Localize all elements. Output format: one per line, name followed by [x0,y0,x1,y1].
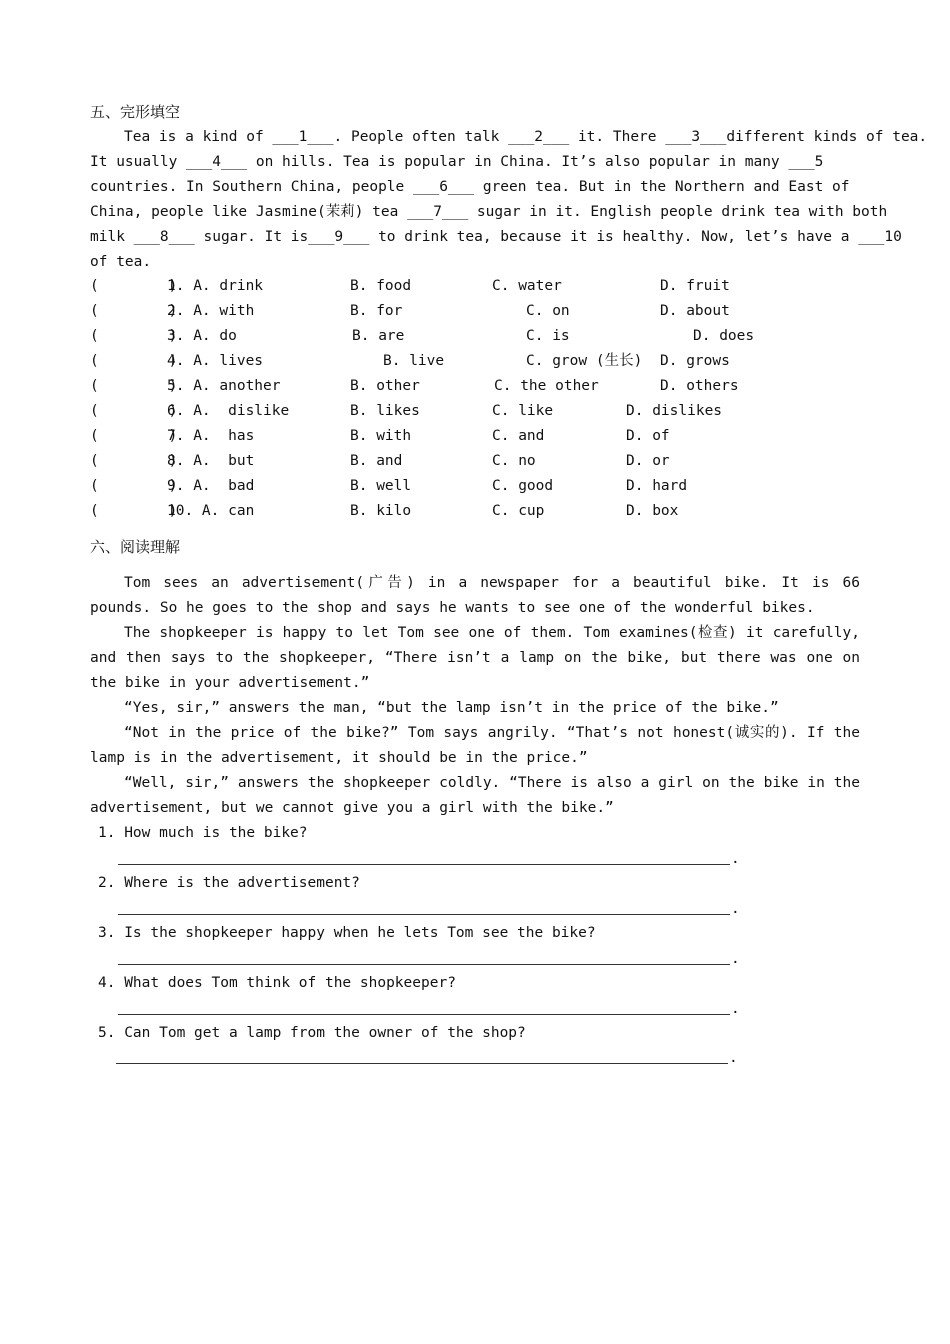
reading-question: 1. How much is the bike? [98,825,308,841]
option-c[interactable]: C. cup [492,503,545,519]
answer-end: . [731,1001,740,1017]
option-a[interactable]: 10. A. can [167,503,255,519]
option-c[interactable]: C. and [492,428,545,444]
option-a[interactable]: 4. A. lives [167,353,264,369]
passage-line: of tea. [90,254,152,270]
option-a[interactable]: 5. A. another [167,378,281,394]
answer-paren[interactable]: ( ) [90,303,178,319]
option-row [90,399,870,424]
option-c[interactable]: C. is [526,328,570,344]
option-b[interactable]: B. with [350,428,412,444]
answer-line[interactable] [116,1063,728,1064]
option-a[interactable]: 9. A. bad [167,478,255,494]
reading-question: 5. Can Tom get a lamp from the owner of the shop? [98,1025,526,1041]
option-d[interactable]: D. of [626,428,670,444]
answer-end: . [731,851,740,867]
reading-paragraph: Tom sees an advertisement(广告) in a newspaper for a beautiful bike. It is 66 pounds. So he goes to the shop and says he wants to see one of the wonderful bikes. [90,575,860,616]
option-b[interactable]: B. likes [350,403,420,419]
option-row [90,299,870,324]
option-c[interactable]: C. grow (生长) [526,353,643,369]
option-b[interactable]: B. live [383,353,445,369]
option-row [90,424,870,449]
answer-paren[interactable]: ( ) [90,278,178,294]
answer-paren[interactable]: ( ) [90,478,178,494]
answer-line[interactable] [118,864,730,865]
option-row [90,374,870,399]
option-d[interactable]: D. others [660,378,739,394]
option-a[interactable]: 6. A. dislike [167,403,290,419]
option-d[interactable]: D. or [626,453,670,469]
answer-line[interactable] [118,914,730,915]
answer-line[interactable] [118,964,730,965]
option-d[interactable]: D. about [660,303,730,319]
option-d[interactable]: D. does [693,328,755,344]
answer-end: . [731,901,740,917]
reading-paragraph: “Yes, sir,” answers the man, “but the lamp isn’t in the price of the bike.” [124,700,779,716]
answer-paren[interactable]: ( ) [90,328,178,344]
option-row [90,324,870,349]
option-b[interactable]: B. well [350,478,412,494]
passage-line: countries. In Southern China, people ___6___ green tea. But in the Northern and East of [90,179,850,195]
reading-question: 3. Is the shopkeeper happy when he lets Tom see the bike? [98,925,596,941]
passage-line: China, people like Jasmine(茉莉) tea ___7___ sugar in it. English people drink tea with both [90,204,888,220]
option-a[interactable]: 8. A. but [167,453,255,469]
reading-paragraph: “Not in the price of the bike?” Tom says angrily. “That’s not honest(诚实的). If the lamp is in the advertisement, it should be in the price.” [90,725,860,766]
option-b[interactable]: B. kilo [350,503,412,519]
option-row [90,349,870,374]
passage-line: Tea is a kind of ___1___. People often talk ___2___ it. There ___3___different kinds of tea. [124,129,928,145]
answer-paren[interactable]: ( ) [90,428,178,444]
option-d[interactable]: D. dislikes [626,403,723,419]
answer-end: . [729,1050,738,1066]
option-b[interactable]: B. are [352,328,405,344]
answer-paren[interactable]: ( ) [90,453,178,469]
option-a[interactable]: 3. A. do [167,328,237,344]
answer-line[interactable] [118,1014,730,1015]
option-d[interactable]: D. grows [660,353,730,369]
option-a[interactable]: 1. A. drink [167,278,264,294]
option-d[interactable]: D. hard [626,478,688,494]
option-row [90,474,870,499]
option-row [90,499,870,524]
passage-line: It usually ___4___ on hills. Tea is popular in China. It’s also popular in many ___5 [90,154,824,170]
option-c[interactable]: C. no [492,453,536,469]
option-b[interactable]: B. food [350,278,412,294]
answer-paren[interactable]: ( ) [90,353,178,369]
passage-line: milk ___8___ sugar. It is___9___ to drink tea, because it is healthy. Now, let’s have a ___10 [90,229,902,245]
option-d[interactable]: D. fruit [660,278,730,294]
option-c[interactable]: C. on [526,303,570,319]
reading-paragraph: “Well, sir,” answers the shopkeeper coldly. “There is also a girl on the bike in the advertisement, but we cannot give you a girl with the bike.” [90,775,860,816]
option-row [90,449,870,474]
option-b[interactable]: B. for [350,303,403,319]
answer-paren[interactable]: ( ) [90,403,178,419]
cloze-heading: 五、完形填空 [90,103,181,121]
answer-paren[interactable]: ( ) [90,378,178,394]
option-b[interactable]: B. other [350,378,420,394]
option-c[interactable]: C. water [492,278,562,294]
reading-question: 2. Where is the advertisement? [98,875,360,891]
reading-heading: 六、阅读理解 [90,538,181,556]
option-d[interactable]: D. box [626,503,679,519]
option-a[interactable]: 7. A. has [167,428,255,444]
answer-paren[interactable]: ( ) [90,503,178,519]
reading-paragraph: The shopkeeper is happy to let Tom see one of them. Tom examines(检查) it carefully, and then says to the shopkeeper, “There isn’t a lamp on the bike, but there was one on the bike in your advertisement.” [90,625,860,691]
option-c[interactable]: C. the other [494,378,599,394]
option-row [90,274,870,299]
answer-end: . [731,951,740,967]
reading-question: 4. What does Tom think of the shopkeeper? [98,975,456,991]
option-b[interactable]: B. and [350,453,403,469]
option-a[interactable]: 2. A. with [167,303,255,319]
option-c[interactable]: C. like [492,403,554,419]
option-c[interactable]: C. good [492,478,554,494]
